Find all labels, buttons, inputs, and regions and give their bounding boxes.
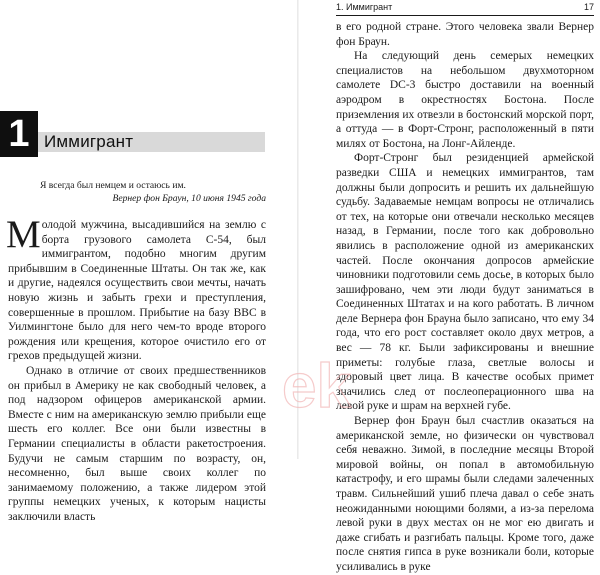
running-header-title: 1. Иммигрант: [336, 2, 393, 12]
paragraph: Вернер фон Браун был счастлив оказаться на американской земле, но физически он чувствовал себя неважно. Зимой, в последние месяцы Второй мировой войны, он попал в автомобильную катастрофу, и его шрамы были следами залеченных травм. Сильнейший ушиб плеча давал о себе знать неожиданными ноющими болями, а из-за перелома левой руки в двух местах он не мог ею двигать и даже сгибать и разгибать пальцы. Кроме того, даже после снятия гипса в руке возникали боли, которые усиливались в руке: [336, 415, 594, 573]
paragraph: Однако в отличие от своих предшественников он прибыл в Америку не как свободный человек, а под надзором офицеров американской армии. Вместе с ним на американскую землю прибыли еще шесть его коллег. Все они были известны в Германии специалисты в области ракетостроения. Будучи не самым старшим по возрасту, он, несомненно, был выше своих коллег по занимаемому положению, а также лидером этой группы немецких ученых, к которым нацисты заключили власть: [8, 364, 266, 523]
paragraph: в его родной стране. Этого человека звали Вернер фон Браун.: [336, 21, 594, 48]
running-header: [336, 0, 594, 16]
chapter-title-bar: [38, 132, 265, 152]
paragraph: На следующий день семерых немецких специалистов на небольшом двухмоторном самолете DC-3 быстро доставили на военный аэродром в окрестностях Бостона. После приземления их отвезли в бостонский морской порт, а оттуда — в Форт-Стронг, расположенный в пяти милях от Бостона, на Лонг-Айленде.: [336, 50, 594, 150]
epigraph-quote: Я всегда был немцем и остаюсь им.: [40, 180, 186, 191]
chapter-title: Иммигрант: [44, 132, 134, 151]
drop-cap: М: [6, 213, 41, 256]
paragraph-text: олодой мужчина, высадившийся на землю с борта грузового самолета С-54, был иммигрантом, подобно многим другим прибывшим в Соединенные Штаты. Он так же, как и другие, надеялся осуществить свои мечты, начать новую жизнь и забыть грехи и преступления, совершенные в прошлом. Прибытие на базу ВВС в Уилмингтоне было для него чем-то вроде второго рождения или крещения, которое очистило его от грехов предыдущей жизни.: [8, 219, 266, 363]
book-gutter: [297, 0, 299, 459]
paragraph: [6, 213, 266, 364]
epigraph-attribution: Вернер фон Браун, 10 июня 1945 года: [112, 193, 266, 204]
right-page-text: [336, 20, 594, 575]
paragraph: Форт-Стронг был резиденцией армейской разведки США и немецких иммигрантов, там должны были допросить и решить их дальнейшую судьбу. Задаваемые немцам вопросы не отличались от тех, на которые они отвечали несколько месяцев назад, в Германии, после того как добровольно явились в расположение одной из американских частей. После окончания допросов армейские чиновники подготовили семь досье, в которых было зашифровано, чем эти люди будут заниматься в Соединенных Штатах и на кого работать. В личном деле Вернера фон Брауна было записано, что ему 34 года, что его рост составляет около двух метров, а вес — 78 кг. Были зафиксированы и внешние приметы: голубые глаза, светлые волосы и здоровый цвет лица. В качестве особых примет значились след от послеоперационного шва на левой руке и шрам на верхней губе.: [336, 152, 594, 413]
chapter-number: 1: [0, 111, 38, 157]
left-page: [0, 0, 293, 523]
right-page: [303, 0, 600, 573]
left-page-text: [6, 213, 266, 524]
page-number: 17: [583, 2, 594, 12]
watermark-text: ek: [282, 352, 351, 421]
chapter-heading: [0, 111, 265, 157]
